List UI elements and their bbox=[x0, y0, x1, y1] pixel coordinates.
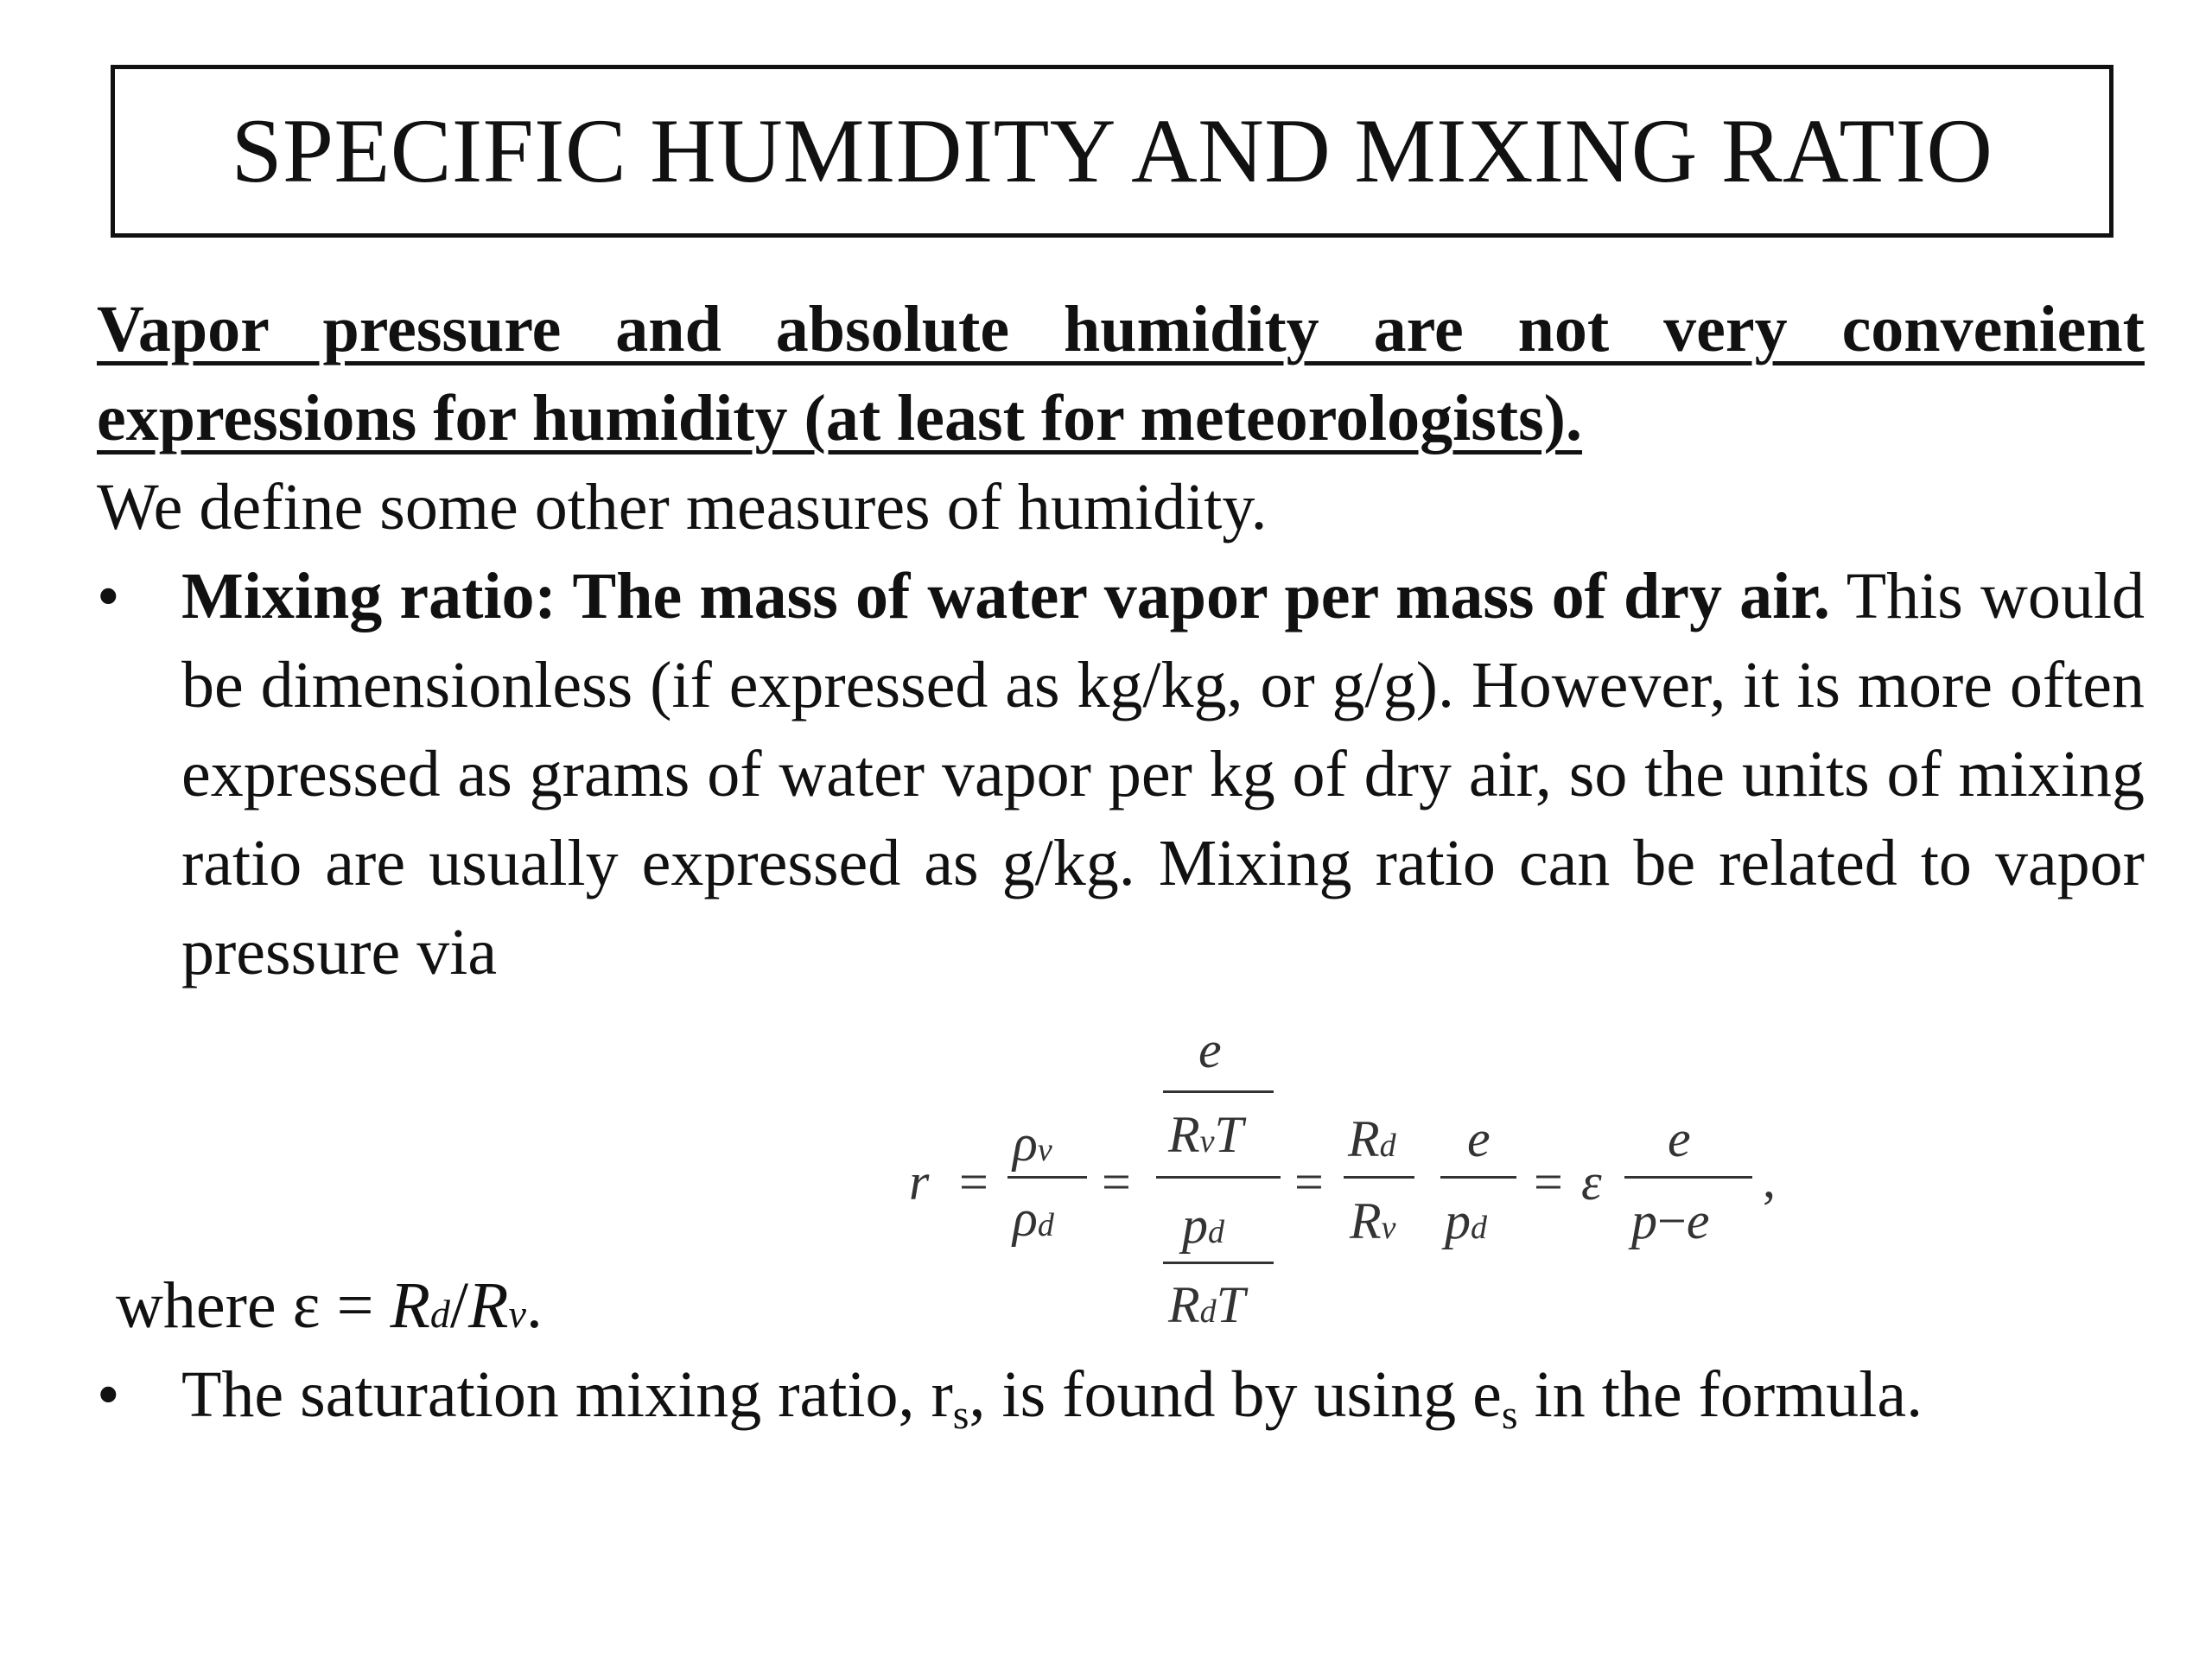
epsilon-slash: / bbox=[449, 1269, 468, 1342]
formula-e-top: e bbox=[1198, 1021, 1222, 1078]
formula-equals-2: = bbox=[1102, 1154, 1131, 1211]
slide-title: SPECIFIC HUMIDITY AND MIXING RATIO bbox=[231, 100, 1993, 201]
formula-fraction-bar bbox=[1163, 1090, 1274, 1093]
bullet-mixing-ratio-lead: Mixing ratio: The mass of water vapor per mass of dry air. bbox=[181, 560, 1831, 632]
formula-fraction-bar bbox=[1624, 1176, 1752, 1179]
formula-fraction-bar bbox=[1440, 1176, 1516, 1179]
saturation-text-3: in the formula. bbox=[1517, 1358, 1923, 1431]
formula-e-over-pd-num: e bbox=[1467, 1110, 1491, 1167]
formula-epsilon: ε bbox=[1581, 1154, 1602, 1211]
epsilon-definition-prefix: where ε = bbox=[116, 1269, 391, 1342]
formula-rho-d: ρd bbox=[1013, 1190, 1054, 1247]
bullet-mixing-ratio-text: This would be dimensionless (if expressed as kg/kg, or g/g). However, it is more often expressed as grams of water vapor per kg of dry air, so the units of mixing ratio are usually expressed as g/kg. Mixing ratio can be related to vapor pressure via bbox=[181, 560, 2145, 988]
epsilon-rv: R bbox=[468, 1269, 509, 1342]
bullet-saturation-mixing-ratio bbox=[181, 1351, 2145, 1440]
formula-comma: , bbox=[1763, 1151, 1776, 1208]
formula-fraction-bar bbox=[1007, 1176, 1087, 1179]
bullet-marker: • bbox=[97, 560, 120, 632]
es-subscript: s bbox=[1501, 1392, 1518, 1438]
epsilon-rd: R bbox=[390, 1269, 430, 1342]
formula-rho-v: ρv bbox=[1013, 1115, 1052, 1172]
bullet-marker: • bbox=[97, 1358, 120, 1431]
title-box bbox=[111, 65, 2113, 238]
rs-subscript: s bbox=[952, 1392, 969, 1438]
bullet-mixing-ratio bbox=[181, 552, 2145, 997]
intro-statement: Vapor pressure and absolute humidity are not very convenient expressions for humidity (at least for meteorologists). bbox=[97, 293, 2145, 454]
formula-fraction-bar bbox=[1344, 1176, 1414, 1179]
saturation-text-2: , is found by using e bbox=[969, 1358, 1502, 1431]
epsilon-suffix: . bbox=[525, 1269, 543, 1342]
formula-main-fraction-bar bbox=[1156, 1176, 1281, 1179]
formula-p-d: pd bbox=[1182, 1197, 1224, 1254]
define-sentence: We define some other measures of humidity. bbox=[97, 471, 1268, 543]
formula-fraction-bar bbox=[1163, 1262, 1274, 1264]
saturation-text-1: The saturation mixing ratio, r bbox=[181, 1358, 953, 1431]
formula-r-d: Rd bbox=[1348, 1110, 1396, 1167]
epsilon-rd-sub: d bbox=[429, 1292, 450, 1336]
formula-p-minus-e: p−e bbox=[1631, 1192, 1710, 1249]
formula-rv-t: RvT bbox=[1168, 1106, 1243, 1163]
formula-e-over-pe-num: e bbox=[1668, 1110, 1691, 1167]
mixing-ratio-formula bbox=[907, 1021, 1806, 1352]
formula-e-over-pd-den: pd bbox=[1445, 1192, 1487, 1249]
formula-equals-1: = bbox=[959, 1154, 988, 1211]
formula-equals-3: = bbox=[1294, 1154, 1324, 1211]
formula-equals-4: = bbox=[1534, 1154, 1563, 1211]
epsilon-rv-sub: v bbox=[508, 1292, 526, 1336]
formula-r: r bbox=[909, 1154, 930, 1211]
formula-r-v: Rv bbox=[1350, 1192, 1396, 1249]
epsilon-definition bbox=[116, 1262, 543, 1358]
formula-rd-t: RdT bbox=[1168, 1276, 1246, 1333]
